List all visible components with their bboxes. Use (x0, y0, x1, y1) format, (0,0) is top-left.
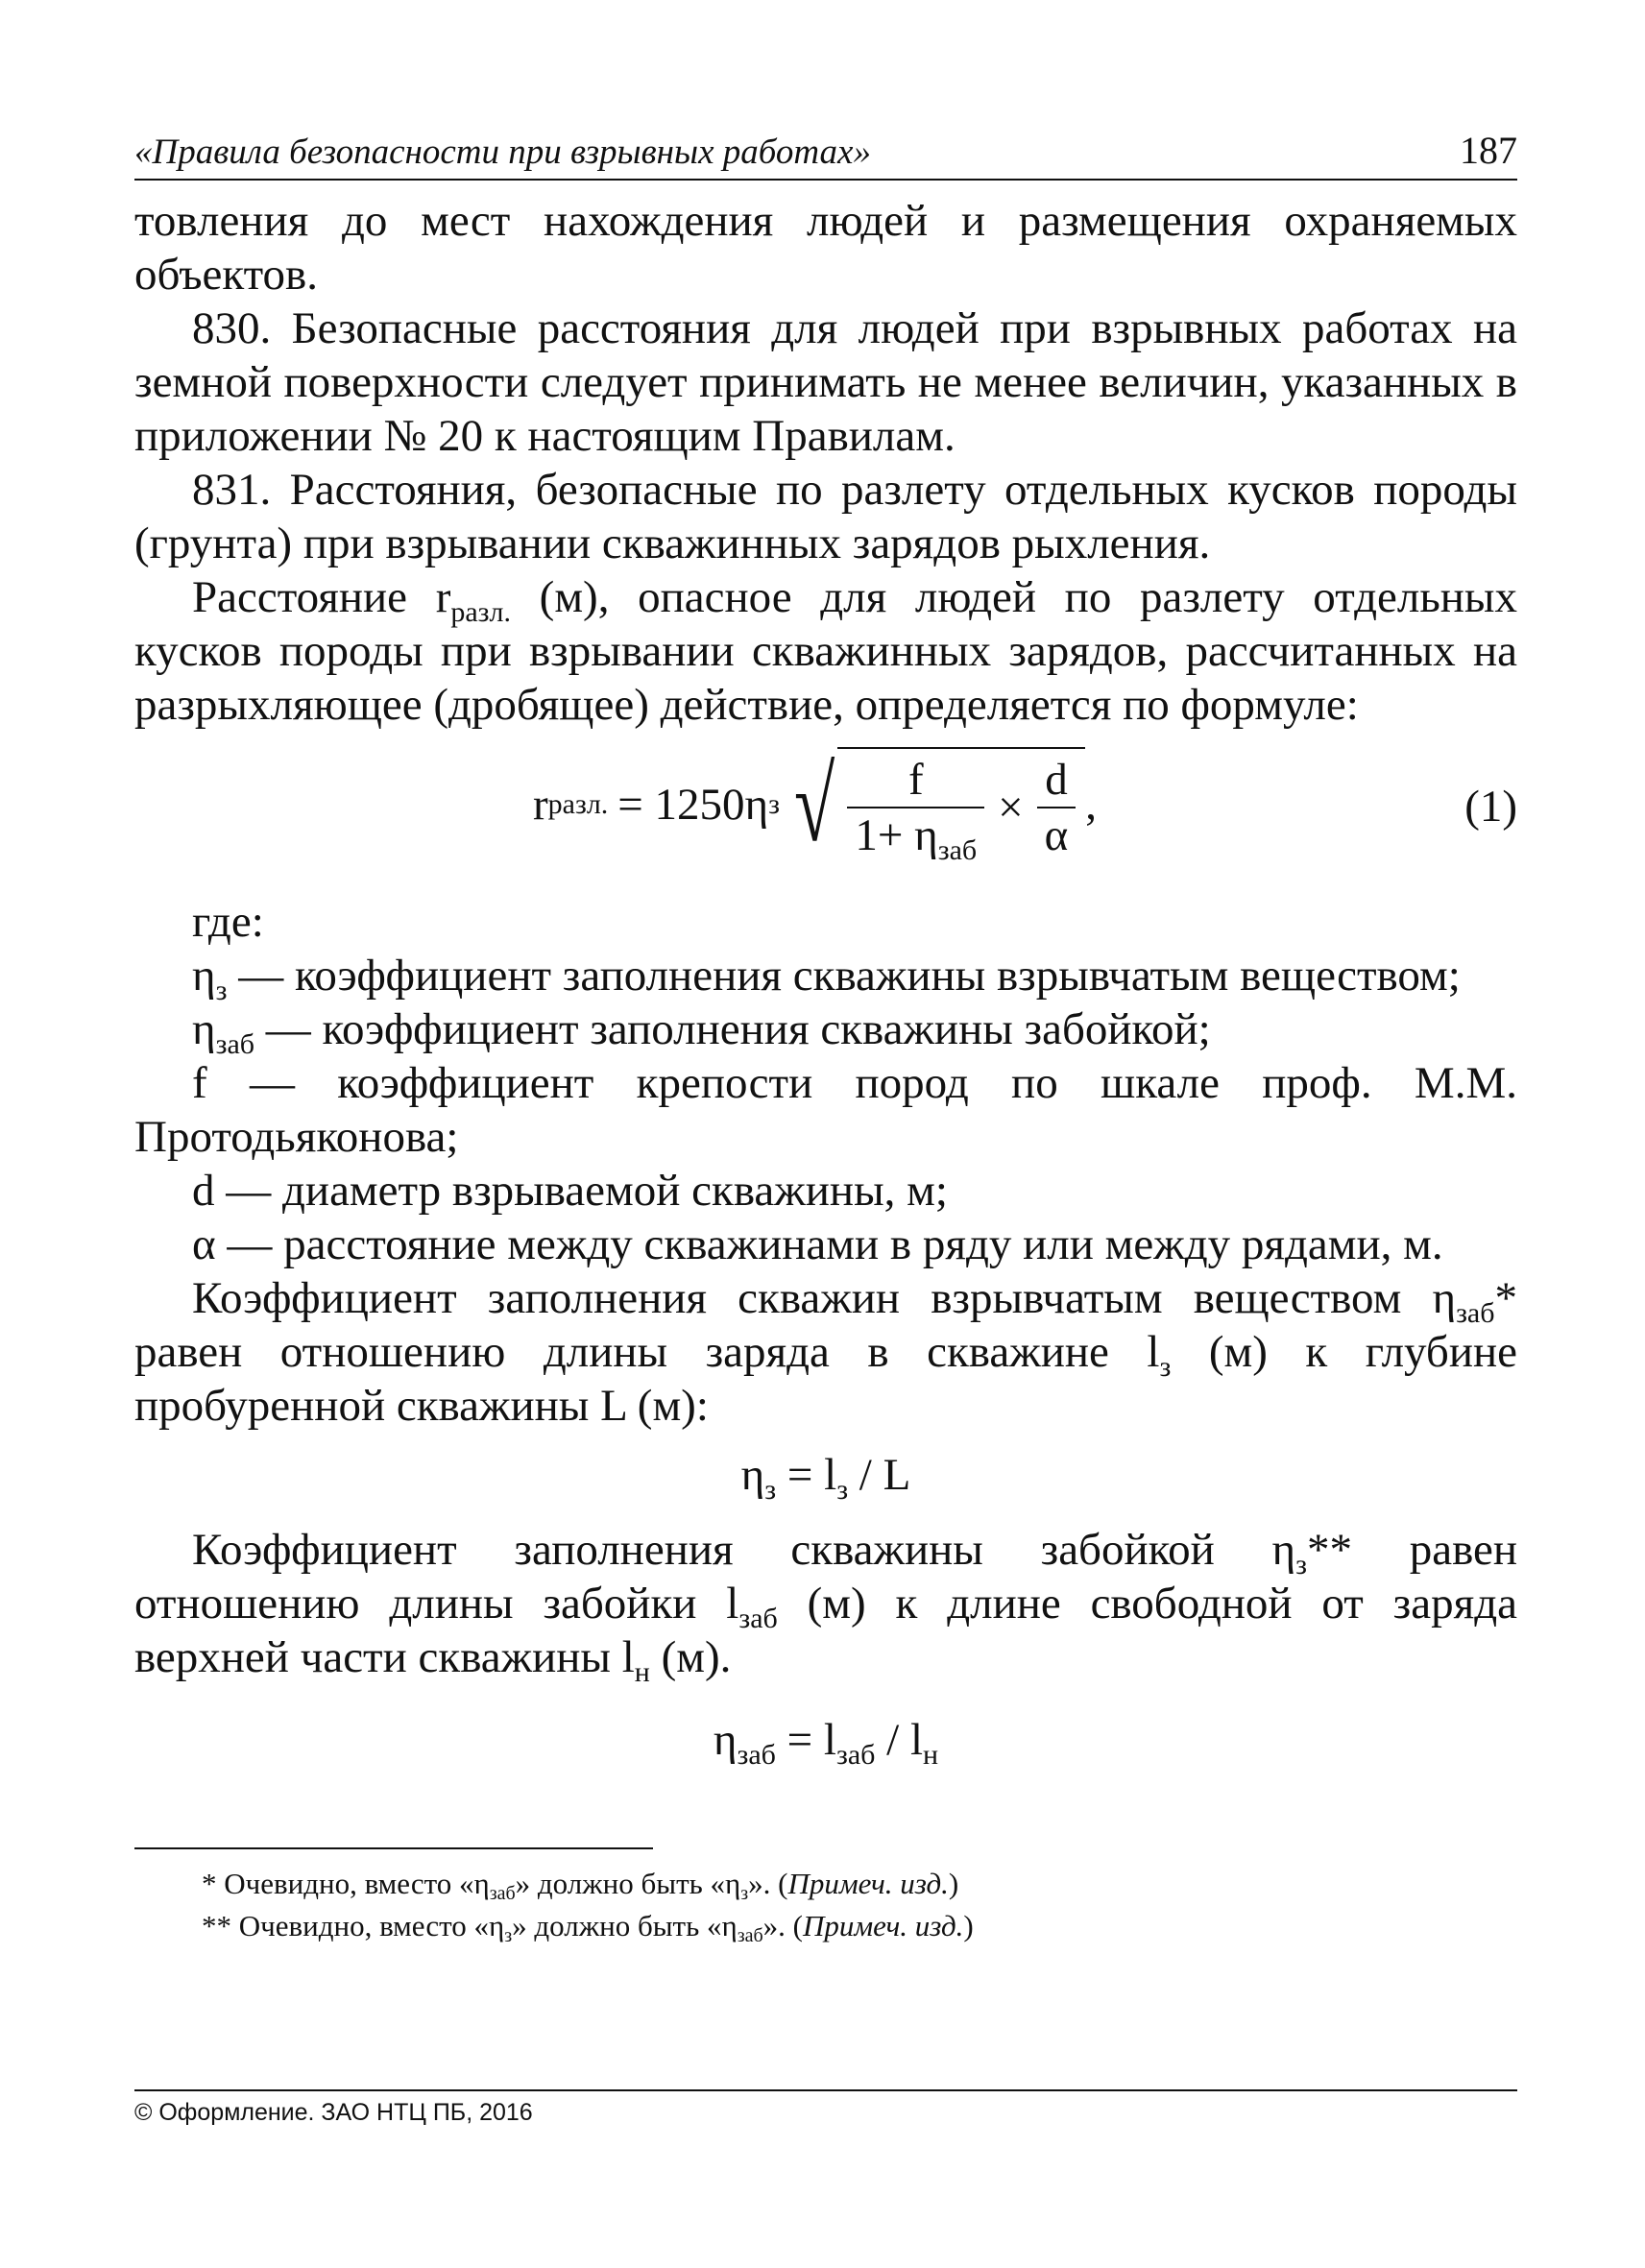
subscript: з (1159, 1351, 1172, 1383)
subscript: з (215, 975, 228, 1006)
running-header (134, 127, 1517, 181)
symbol: η (192, 1004, 216, 1054)
text: Коэффициент заполнения скважины забойкой η (192, 1525, 1296, 1575)
text: ». ( (762, 1909, 803, 1942)
formula-3 (134, 1713, 1517, 1771)
denominator (847, 807, 984, 866)
where-label: где: (192, 897, 264, 947)
text: » должно быть «η (515, 1867, 741, 1900)
fraction-d (1037, 753, 1077, 862)
numerator: f (907, 755, 924, 805)
text: ) (948, 1867, 959, 1900)
subscript: з (504, 1925, 513, 1946)
denominator: α (1037, 807, 1077, 862)
paragraph-stemming-coefficient (134, 1523, 1517, 1688)
text: Расстояние r (192, 572, 451, 622)
text: (м). (649, 1632, 732, 1682)
paragraph-831: 831. Расстояния, безопасные по разлету отдельных кусков породы (грунта) при взрывании скважинных зарядов рыхления. (134, 465, 1517, 568)
header-title: «Правила безопасности при взрывных работах» (134, 133, 871, 172)
text: * равен отношению длины заряда в скважине l (134, 1273, 1517, 1377)
text: Коэффициент заполнения скважин взрывчатым веществом η (192, 1273, 1457, 1323)
subscript: н (634, 1656, 650, 1688)
text: / L (848, 1450, 911, 1500)
page-number: 187 (1460, 129, 1517, 172)
paragraph-fill-coefficient (134, 1271, 1517, 1433)
subscript: з (836, 1474, 849, 1506)
formula-coefficient: = 1250η (617, 780, 769, 830)
subscript: заб (737, 1925, 763, 1946)
editor-note: Примеч. изд. (787, 1867, 949, 1900)
definition-f: f — коэффициент крепости пород по шкале проф. М.М. Протодьяконова; (134, 1058, 1517, 1162)
numerator: d (1045, 755, 1068, 805)
footnotes (134, 1847, 1517, 1947)
text: / l (875, 1715, 924, 1765)
formula-1-expression: r разл. = 1250η з √ $\frac{f}{1+ \eta_{заб}}$ × $\frac{d}{\alpha}$ , (533, 746, 1098, 866)
footnote-divider (134, 1847, 653, 1849)
formula-2 (134, 1448, 1517, 1506)
definition-d: d — диаметр взрываемой скважины, м; (192, 1166, 948, 1216)
text: (м), опасное для людей по разлету отдельных кусков породы при взрывании скважинных зарядов, рассчитанных на разрыхляющее (дробящее) действие, определяется по формуле: (134, 572, 1518, 730)
equation-number: (1) (1464, 782, 1517, 832)
times-sign: × (998, 783, 1024, 832)
subscript: разл. (450, 596, 511, 628)
paragraph-830: 830. Безопасные расстояния для людей при взрывных работах на земной поверхности следует принимать не менее величин, указанных в приложении № 20 к настоящим Правилам. (134, 303, 1517, 461)
subscript: заб (215, 1028, 255, 1060)
footnote-2 (134, 1905, 1517, 1947)
radical-sign-icon: √ (794, 746, 835, 863)
footnote-1 (134, 1863, 1517, 1905)
formula-1 (134, 741, 1517, 885)
symbol: η (740, 1450, 765, 1500)
symbol: η (713, 1715, 738, 1765)
subscript: заб (1456, 1297, 1495, 1329)
text: — коэффициент заполнения скважины взрывчатым веществом; (227, 951, 1461, 1001)
subscript: з (764, 1474, 777, 1506)
page (134, 127, 1517, 1947)
subscript: з (740, 1883, 749, 1904)
definition-eta-z (134, 949, 1517, 1006)
paragraph-distance (134, 570, 1517, 732)
subscript: заб (738, 1603, 778, 1634)
symbol: η (192, 951, 216, 1001)
comma: , (1085, 780, 1098, 830)
fraction-f (847, 753, 984, 866)
definition-eta-zab (134, 1002, 1517, 1060)
text: ** Очевидно, вместо «η (202, 1909, 505, 1942)
text: (м) к длине свободной от заряда верхней части скважины l (134, 1579, 1517, 1682)
text: » должно быть «η (512, 1909, 738, 1942)
subscript: заб (835, 1739, 876, 1771)
subscript: заб (937, 834, 978, 866)
text: (м) к глубине пробуренной скважины L (м): (134, 1327, 1518, 1431)
text: = l (775, 1715, 836, 1765)
formula-symbol: r (533, 780, 548, 830)
text: ) (963, 1909, 974, 1942)
definition-alpha: α — расстояние между скважинами в ряду или между рядами, м. (192, 1219, 1443, 1269)
text: ». ( (748, 1867, 788, 1900)
text: ** равен отношению длины забойки l (134, 1525, 1517, 1629)
subscript: з (1295, 1549, 1307, 1580)
text: = l (776, 1450, 837, 1500)
text: — коэффициент заполнения скважины забойкой; (254, 1004, 1211, 1054)
copyright-footer: © Оформление. ЗАО НТЦ ПБ, 2016 (134, 2089, 1517, 2127)
paragraph-continuation: товления до мест нахождения людей и размещения охраняемых объектов. (134, 196, 1517, 300)
subscript: н (923, 1739, 939, 1771)
body-text (134, 194, 1518, 1771)
square-root (786, 746, 1085, 866)
subscript: заб (737, 1739, 776, 1771)
radicand (837, 747, 1085, 866)
text: 1+ η (855, 810, 938, 860)
subscript: заб (489, 1883, 516, 1904)
editor-note: Примеч. изд. (802, 1909, 964, 1942)
text: * Очевидно, вместо «η (202, 1867, 490, 1900)
